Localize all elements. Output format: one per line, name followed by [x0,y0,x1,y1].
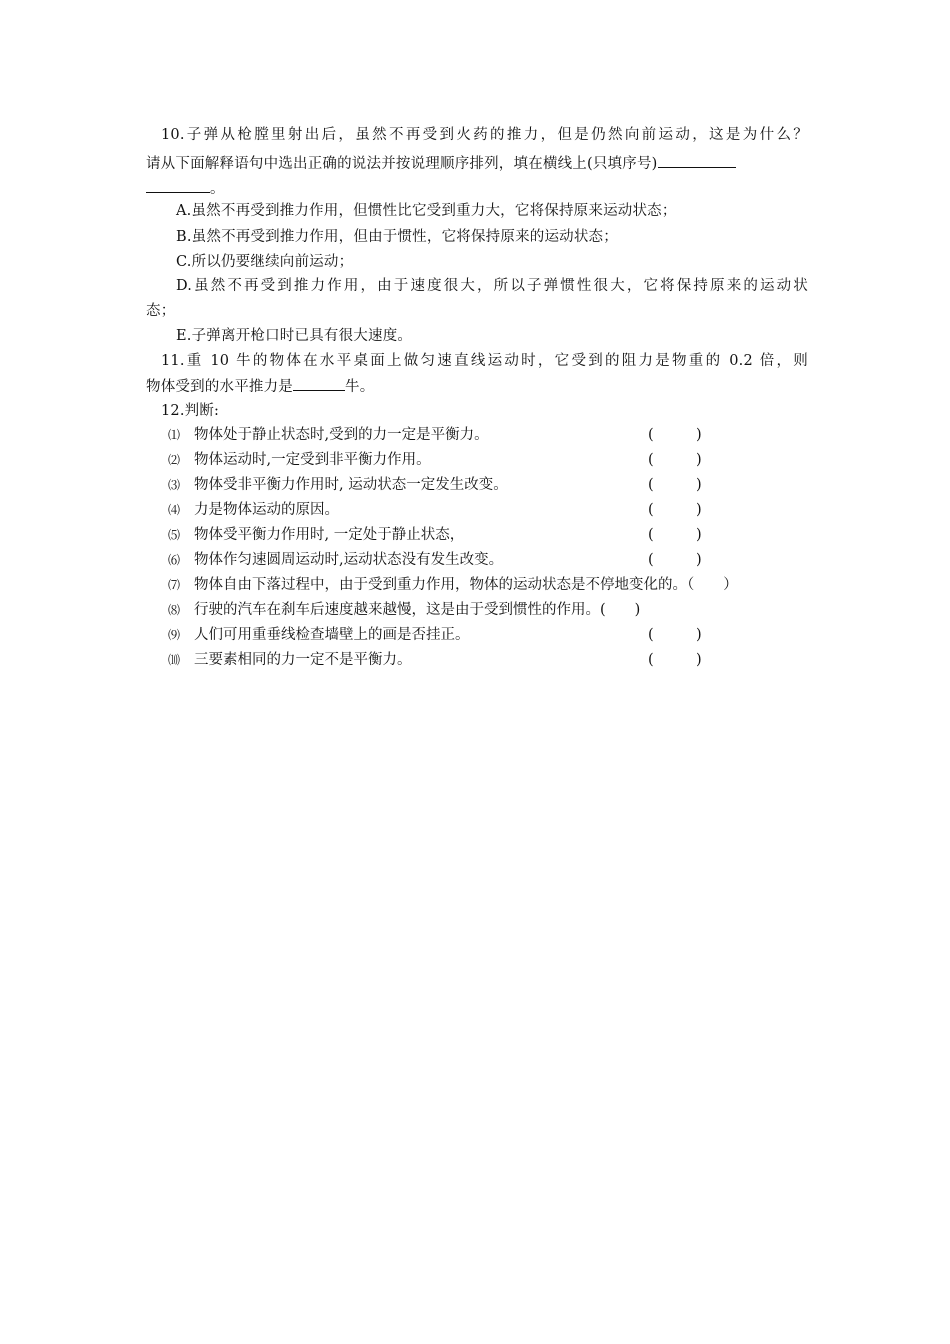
judge-item-6 [168,549,808,571]
judge-answer-close: ) [696,652,702,668]
judge-answer-close: ) [696,427,702,443]
judge-number: ⑽ [168,653,181,667]
judge-answer-open[interactable]: ( [648,452,654,468]
judge-number: ⑹ [168,553,181,567]
judge-item-7 [168,574,808,596]
q11-line-1: 11.重 10 牛的物体在水平桌面上做匀速直线运动时，它受到的阻力是物重的 0.2 倍，则 [161,353,808,369]
judge-answer-open[interactable]: ( [648,652,654,668]
judge-statement: 物体受平衡力作用时, 一定处于静止状态， [194,527,465,543]
judge-statement: 行驶的汽车在刹车后速度越来越慢，这是由于受到惯性的作用。( ) [194,602,641,618]
judge-answer-open[interactable]: ( [648,527,654,543]
q10-line-2 [146,153,808,174]
judge-item-9 [168,624,808,646]
q10-line-1: 10.子弹从枪膛里射出后，虽然不再受到火药的推力，但是仍然向前运动，这是为什么？ [161,127,808,143]
judge-statement: 物体处于静止状态时,受到的力一定是平衡力。 [194,427,489,443]
judge-statement: 物体自由下落过程中，由于受到重力作用，物体的运动状态是不停地变化的。（ ） [194,577,738,593]
judge-statement: 物体运动时,一定受到非平衡力作用。 [194,452,431,468]
judge-statement: 力是物体运动的原因。 [194,502,339,518]
judge-item-5 [168,524,808,546]
judge-answer-open[interactable]: ( [648,477,654,493]
judge-answer-close: ) [696,627,702,643]
q10-answer-blank-1[interactable] [658,153,736,168]
q10-line-3-end: 。 [210,181,225,197]
judge-answer-open[interactable]: ( [648,627,654,643]
q11-answer-blank[interactable] [293,376,345,391]
q10-option-b: B.虽然不再受到推力作用，但由于惯性，它将保持原来的运动状态； [176,229,618,245]
q10-option-d: D.虽然不再受到推力作用，由于速度很大，所以子弹惯性很大，它将保持原来的运动状 [176,278,808,294]
q10-option-d-cont: 态； [146,303,176,319]
q10-line-3 [146,178,225,199]
judge-number: ⑺ [168,578,181,592]
q11-line-2-end: 牛。 [345,379,375,395]
judge-number: ⑶ [168,478,181,492]
q10-line-2-text: 请从下面解释语句中选出正确的说法并按说理顺序排列，填在横线上(只填序号) [146,156,658,172]
judge-item-4 [168,499,808,521]
judge-answer-close: ) [696,502,702,518]
judge-statement: 物体受非平衡力作用时, 运动状态一定发生改变。 [194,477,508,493]
judge-statement: 人们可用重垂线检查墙壁上的画是否挂正。 [194,627,470,643]
q10-option-c: C.所以仍要继续向前运动； [176,254,354,270]
judge-number: ⑷ [168,503,181,517]
judge-item-2 [168,449,808,471]
q10-answer-blank-2[interactable] [146,178,210,193]
judge-number: ⑸ [168,528,181,542]
judge-item-8 [168,599,808,621]
q11-line-2 [146,376,374,397]
judge-number: ⑵ [168,453,181,467]
q11-line-2-start: 物体受到的水平推力是 [146,379,293,395]
judge-item-1 [168,424,808,446]
judge-answer-close: ) [696,527,702,543]
judge-answer-close: ) [696,477,702,493]
judge-answer-close: ) [696,552,702,568]
judge-answer-open[interactable]: ( [648,552,654,568]
judge-number: ⑻ [168,603,181,617]
judge-item-3 [168,474,808,496]
q12-title: 12.判断: [161,403,220,419]
judge-answer-open[interactable]: ( [648,502,654,518]
judge-number: ⑼ [168,628,181,642]
judge-number: ⑴ [168,428,181,442]
judge-answer-open[interactable]: ( [648,427,654,443]
judge-statement: 三要素相同的力一定不是平衡力。 [194,652,412,668]
judge-answer-close: ) [696,452,702,468]
q10-option-a: A.虽然不再受到推力作用，但惯性比它受到重力大，它将保持原来运动状态； [176,203,677,219]
judge-statement: 物体作匀速圆周运动时,运动状态没有发生改变。 [194,552,504,568]
judge-item-10 [168,649,808,671]
q10-option-e: E.子弹离开枪口时已具有很大速度。 [176,328,413,344]
